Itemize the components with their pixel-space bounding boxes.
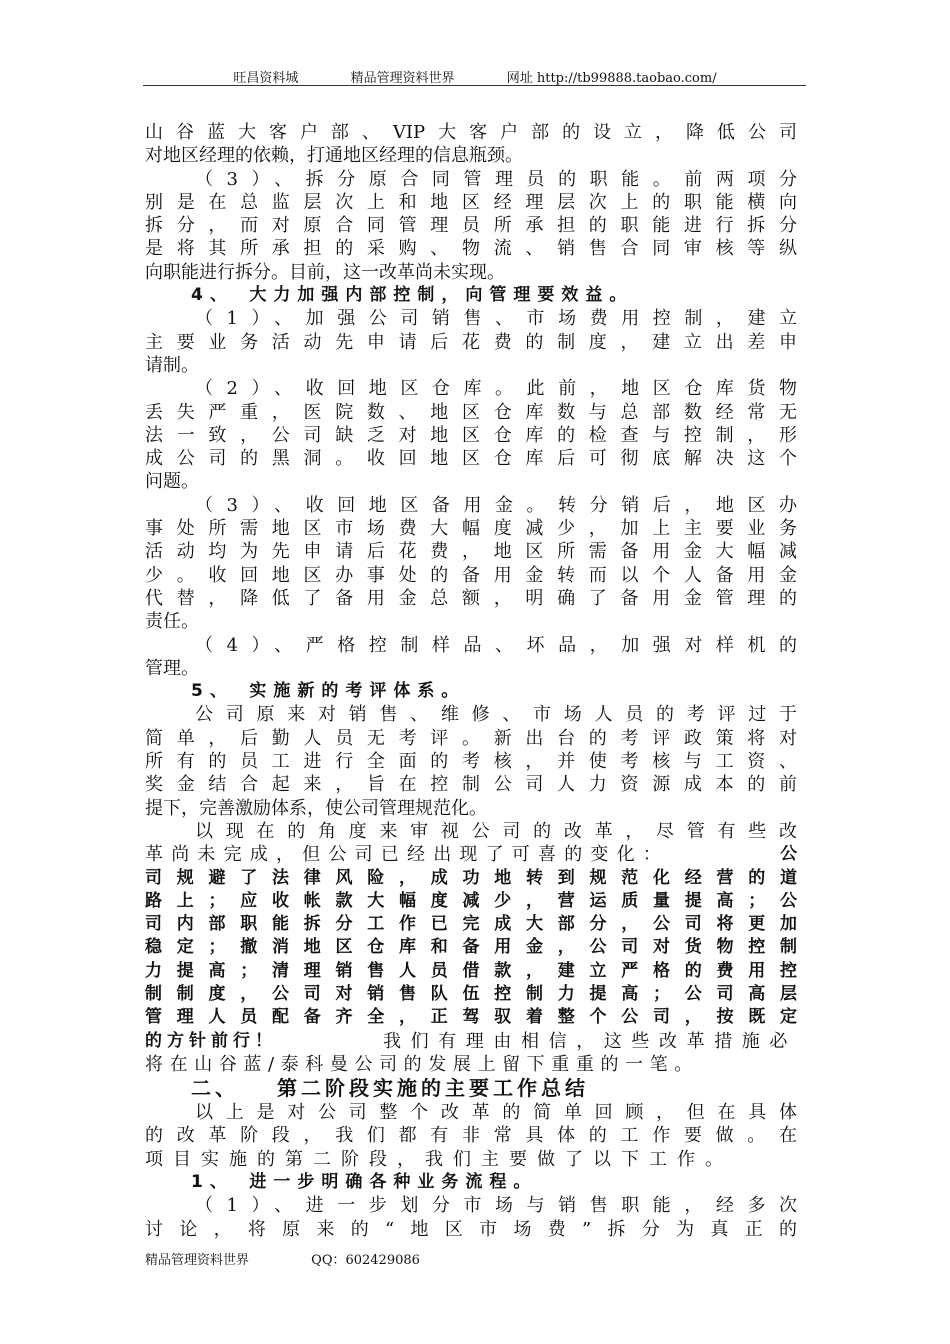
section-heading: 5、 实施新的考评体系。 [191, 681, 466, 702]
text-line: 公司原来对销售、维修、市场人员的考评过于 [195, 704, 797, 726]
header-rule [143, 85, 806, 86]
text-line: 拆分，而对原合同管理员所承担的职能进行拆分 [145, 215, 797, 237]
text-line-mixed [145, 1030, 797, 1053]
bold-span: 的方针前行！ [145, 1030, 277, 1051]
footer-qq: QQ：602429086 [311, 1253, 420, 1268]
text-line: 向职能进行拆分。目前，这一改革尚未实现。 [145, 261, 505, 283]
text-line: 请制。 [145, 354, 199, 376]
text-line: 成公司的黑洞。收回地区仓库后可彻底解决这个 [145, 448, 797, 470]
text-line: （4）、严格控制样品、坏品，加强对样机的 [195, 634, 797, 656]
page-footer [145, 1249, 420, 1268]
header-shop-name: 旺昌资料城 [233, 71, 299, 86]
bold-line: 司规避了法律风险，成功地转到规范化经营的道 [145, 867, 797, 888]
chapter-heading: 二、 第二阶段实施的主要工作总结 [191, 1076, 589, 1101]
text-line: 将在山谷蓝/泰科曼公司的发展上留下重重的一笔。 [145, 1053, 699, 1075]
text-line: （3）、拆分原合同管理员的职能。前两项分 [195, 168, 797, 190]
text-line: 所有的员工进行全面的考核，并使考核与工资、 [145, 751, 797, 773]
text-line: （3）、收回地区备用金。转分销后，地区办 [195, 494, 797, 516]
text-line: 代替，降低了备用金总额，明确了备用金管理的 [145, 587, 797, 609]
text-line: 讨论，将原来的“地区市场费”拆分为真正的 [145, 1218, 797, 1240]
bold-line: 稳定；撤消地区仓库和备用金，公司对货物控制 [145, 937, 797, 958]
header-url: 网址 http://tb99888.taobao.com/ [506, 71, 717, 86]
footer-world: 精品管理资料世界 [145, 1253, 250, 1268]
text-line: 主要业务活动先申请后花费的制度，建立出差申 [145, 331, 797, 353]
text-line: 项目实施的第二阶段，我们主要做了以下工作。 [145, 1148, 733, 1170]
text-line: 问题。 [145, 471, 199, 493]
text-line: 责任。 [145, 611, 199, 633]
page-header [0, 67, 950, 86]
text-line: 以上是对公司整个改革的简单回顾，但在具体 [195, 1102, 797, 1124]
text-line: 管理。 [145, 657, 199, 679]
text-line: 丢失严重，医院数、地区仓库数与总部数经常无 [145, 401, 797, 423]
text-line: 简单，后勤人员无考评。新出台的考评政策将对 [145, 727, 797, 749]
section-heading: 1、 进一步明确各种业务流程。 [191, 1172, 538, 1193]
text-line: 别是在总监层次上和地区经理层次上的职能横向 [145, 191, 797, 213]
text-line: （1）、进一步划分市场与销售职能，经多次 [195, 1195, 797, 1217]
document-body [145, 121, 797, 1241]
text-line: 提下，完善激励体系，使公司管理规范化。 [145, 797, 487, 819]
header-world: 精品管理资料世界 [350, 71, 455, 86]
text-line: 活动均为先申请后花费，地区所需备用金大幅减 [145, 541, 797, 563]
text-line: （1）、加强公司销售、市场费用控制，建立 [195, 308, 797, 330]
bold-span: 公 [780, 844, 797, 865]
text-line: 法一致，公司缺乏对地区仓库的检查与控制，形 [145, 424, 797, 446]
text-line: 山谷蓝大客户部、VIP大客户部的设立，降低公司 [145, 122, 797, 143]
text-line: 事处所需地区市场费大幅度减少，加上主要业务 [145, 518, 797, 540]
text-line: 以现在的角度来审视公司的改革，尽管有些改 [195, 820, 797, 842]
text-line-mixed [145, 843, 797, 866]
bold-line: 管理人员配备齐全，正驾驭着整个公司，按既定 [145, 1007, 797, 1028]
bold-line: 司内部职能拆分工作已完成大部分，公司将更加 [145, 914, 797, 935]
text-line: 少。收回地区办事处的备用金转而以个人备用金 [145, 564, 797, 586]
text-line: 对地区经理的依赖，打通地区经理的信息瓶颈。 [145, 145, 523, 167]
bold-line: 力提高；清理销售人员借款，建立严格的费用控 [145, 960, 797, 981]
section-heading: 4、 大力加强内部控制，向管理要效益。 [191, 285, 634, 306]
bold-line: 路上；应收帐款大幅度减少，营运质量提高；公 [145, 890, 797, 911]
text-span: 我们有理由相信，这些改革措施必 [383, 1030, 797, 1052]
text-line: （2）、收回地区仓库。此前，地区仓库货物 [195, 378, 797, 400]
bold-line: 制制度，公司对销售队伍控制力提高；公司高层 [145, 983, 797, 1004]
text-line: 是将其所承担的采购、物流、销售合同审核等纵 [145, 238, 797, 260]
text-line: 奖金结合起来，旨在控制公司人力资源成本的前 [145, 774, 797, 796]
text-span: 革尚未完成，但公司已经出现了可喜的变化： [145, 844, 669, 866]
text-line: 的改革阶段，我们都有非常具体的工作要做。在 [145, 1125, 797, 1147]
